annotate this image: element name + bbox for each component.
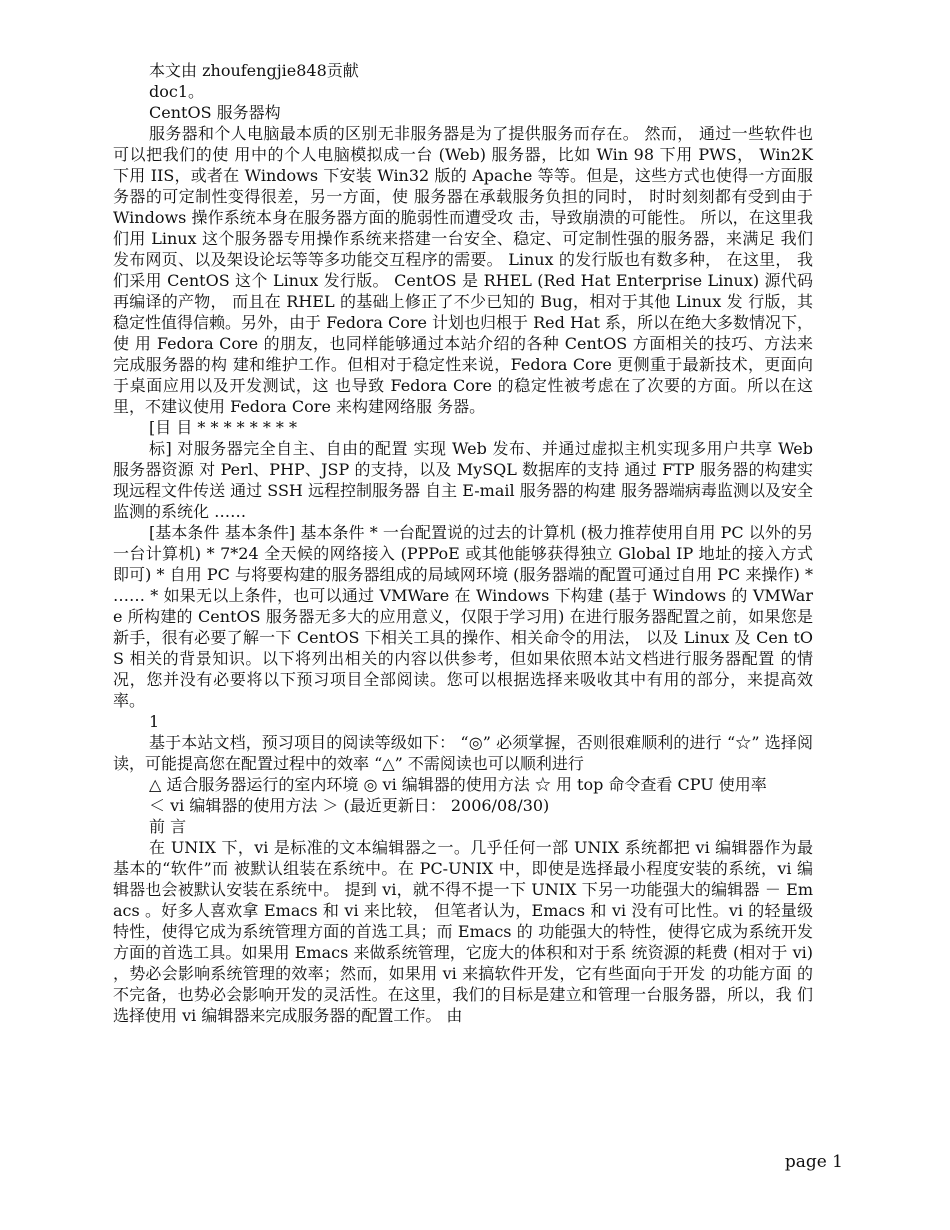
document-body: [113, 60, 813, 1026]
paragraph-goal-heading: [目 目 * * * * * * * *: [149, 418, 298, 437]
paragraph-vi-intro: 在 UNIX 下，vi 是标准的文本编辑器之一。几乎任何一部 UNIX 系统都把 vi 编辑器作为最基本的“软件”而 被默认组装在系统中。在 PC-UNIX 中，即使是选择最小程度安装的系统，vi 编辑器也会被默认安装在系统中。 提到 vi，就不得不提一下 UNIX 下另一功能强大的编辑器 － Emacs 。好多人喜欢拿 Emacs 和 vi 来比较， 但笔者认为，Emacs 和 vi 没有可比性。vi 的轻量级特性，使得它成为系统管理方面的首选工具；而 Emacs 的 功能强大的特性，使得它成为系统开发方面的首选工具。如果用 Emacs 来做系统管理，它庞大的体积和对于系 统资源的耗费 (相对于 vi) ，势必会影响系统管理的效率；然而，如果用 vi 来搞软件开发，它有些面向于开发 的功能方面 的不完备，也势必会影响开发的灵活性。在这里，我们的目标是建立和管理一台服务器，所以，我 们选择使用 vi 编辑器来完成服务器的配置工作。 由: [113, 838, 813, 1025]
section-heading-vi: ＜ vi 编辑器的使用方法 ＞ (最近更新日： 2006/08/30): [149, 796, 550, 815]
paragraph-number: 1: [149, 712, 160, 731]
page-number: page 1: [784, 1152, 843, 1172]
doc-type-line: doc1。: [149, 82, 205, 101]
paragraph-goals: 标] 对服务器完全自主、自由的配置 实现 Web 发布、并通过虚拟主机实现多用户共享 Web 服务器资源 对 Perl、PHP、JSP 的支持，以及 MySQL 数据库的支持 通过 FTP 服务器的构建实现远程文件传送 通过 SSH 远程控制服务器 自主 E-mail 服务器的构建 服务器端病毒监测以及安全监测的系统化 ……: [113, 439, 813, 521]
attribution-line: 本文由 zhoufengjie848贡献: [149, 61, 359, 80]
paragraph-preview-items: △ 适合服务器运行的室内环境 ◎ vi 编辑器的使用方法 ☆ 用 top 命令查看 CPU 使用率: [149, 775, 767, 794]
paragraph-basic-conditions: [基本条件 基本条件] 基本条件 * 一台配置说的过去的计算机 (极力推荐使用自用 PC 以外的另一台计算机) * 7*24 全天候的网络接入 (PPPoE 或其他能够获得独立 Global IP 地址的接入方式即可) * 自用 PC 与将要构建的服务器组成的局域网环境 (服务器端的配置可通过自用 PC 来操作) * …… * 如果无以上条件，也可以通过 VMWare 在 Windows 下构建 (基于 Windows 的 VMWare 所构建的 CentOS 服务器无多大的应用意义，仅限于学习用) 在进行服务器配置之前，如果您是新手，很有必要了解一下 CentOS 下相关工具的操作、相关命令的用法， 以及 Linux 及 Cen tOS 相关的背景知识。以下将列出相关的内容以供参考，但如果依照本站文档进行服务器配置 的情况，您并没有必要将以下预习项目全部阅读。您可以根据选择来吸收其中有用的部分，来提高效率。: [113, 523, 813, 710]
section-heading-preface: 前 言: [149, 817, 187, 836]
paragraph-reading-levels: 基于本站文档，预习项目的阅读等级如下： “◎” 必须掌握，否则很难顺利的进行 “☆” 选择阅读，可能提高您在配置过程中的效率 “△” 不需阅读也可以顺利进行: [113, 733, 813, 773]
paragraph-intro: 服务器和个人电脑最本质的区别无非服务器是为了提供服务而存在。 然而， 通过一些软件也可以把我们的使 用中的个人电脑模拟成一台 (Web) 服务器，比如 Win 98 下用 PWS， Win2K 下用 IIS，或者在 Windows 下安装 Win32 版的 Apache 等等。但是，这些方式也使得一方面服务器的可定制性变得很差，另一方面，使 服务器在承载服务负担的同时， 时时刻刻都有受到由于 Windows 操作系统本身在服务器方面的脆弱性而遭受攻 击，导致崩溃的可能性。 所以，在这里我们用 Linux 这个服务器专用操作系统来搭建一台安全、稳定、可定制性强的服务器，来满足 我们发布网页、以及架设论坛等等多功能交互程序的需要。 Linux 的发行版也有数多种， 在这里， 我们采用 CentOS 这个 Linux 发行版。 CentOS 是 RHEL (Red Hat Enterprise Linux) 源代码再编译的产物， 而且在 RHEL 的基础上修正了不少已知的 Bug，相对于其他 Linux 发 行版，其稳定性值得信赖。另外，由于 Fedora Core 计划也归根于 Red Hat 系，所以在绝大多数情况下，使 用 Fedora Core 的朋友，也同样能够通过本站介绍的各种 CentOS 方面相关的技巧、方法来完成服务器的构 建和维护工作。但相对于稳定性来说，Fedora Core 更侧重于最新技术，更面向于桌面应用以及开发测试，这 也导致 Fedora Core 的稳定性被考虑在了次要的方面。所以在这里，不建议使用 Fedora Core 来构建网络服 务器。: [113, 124, 813, 416]
document-title: CentOS 服务器构: [149, 103, 281, 122]
